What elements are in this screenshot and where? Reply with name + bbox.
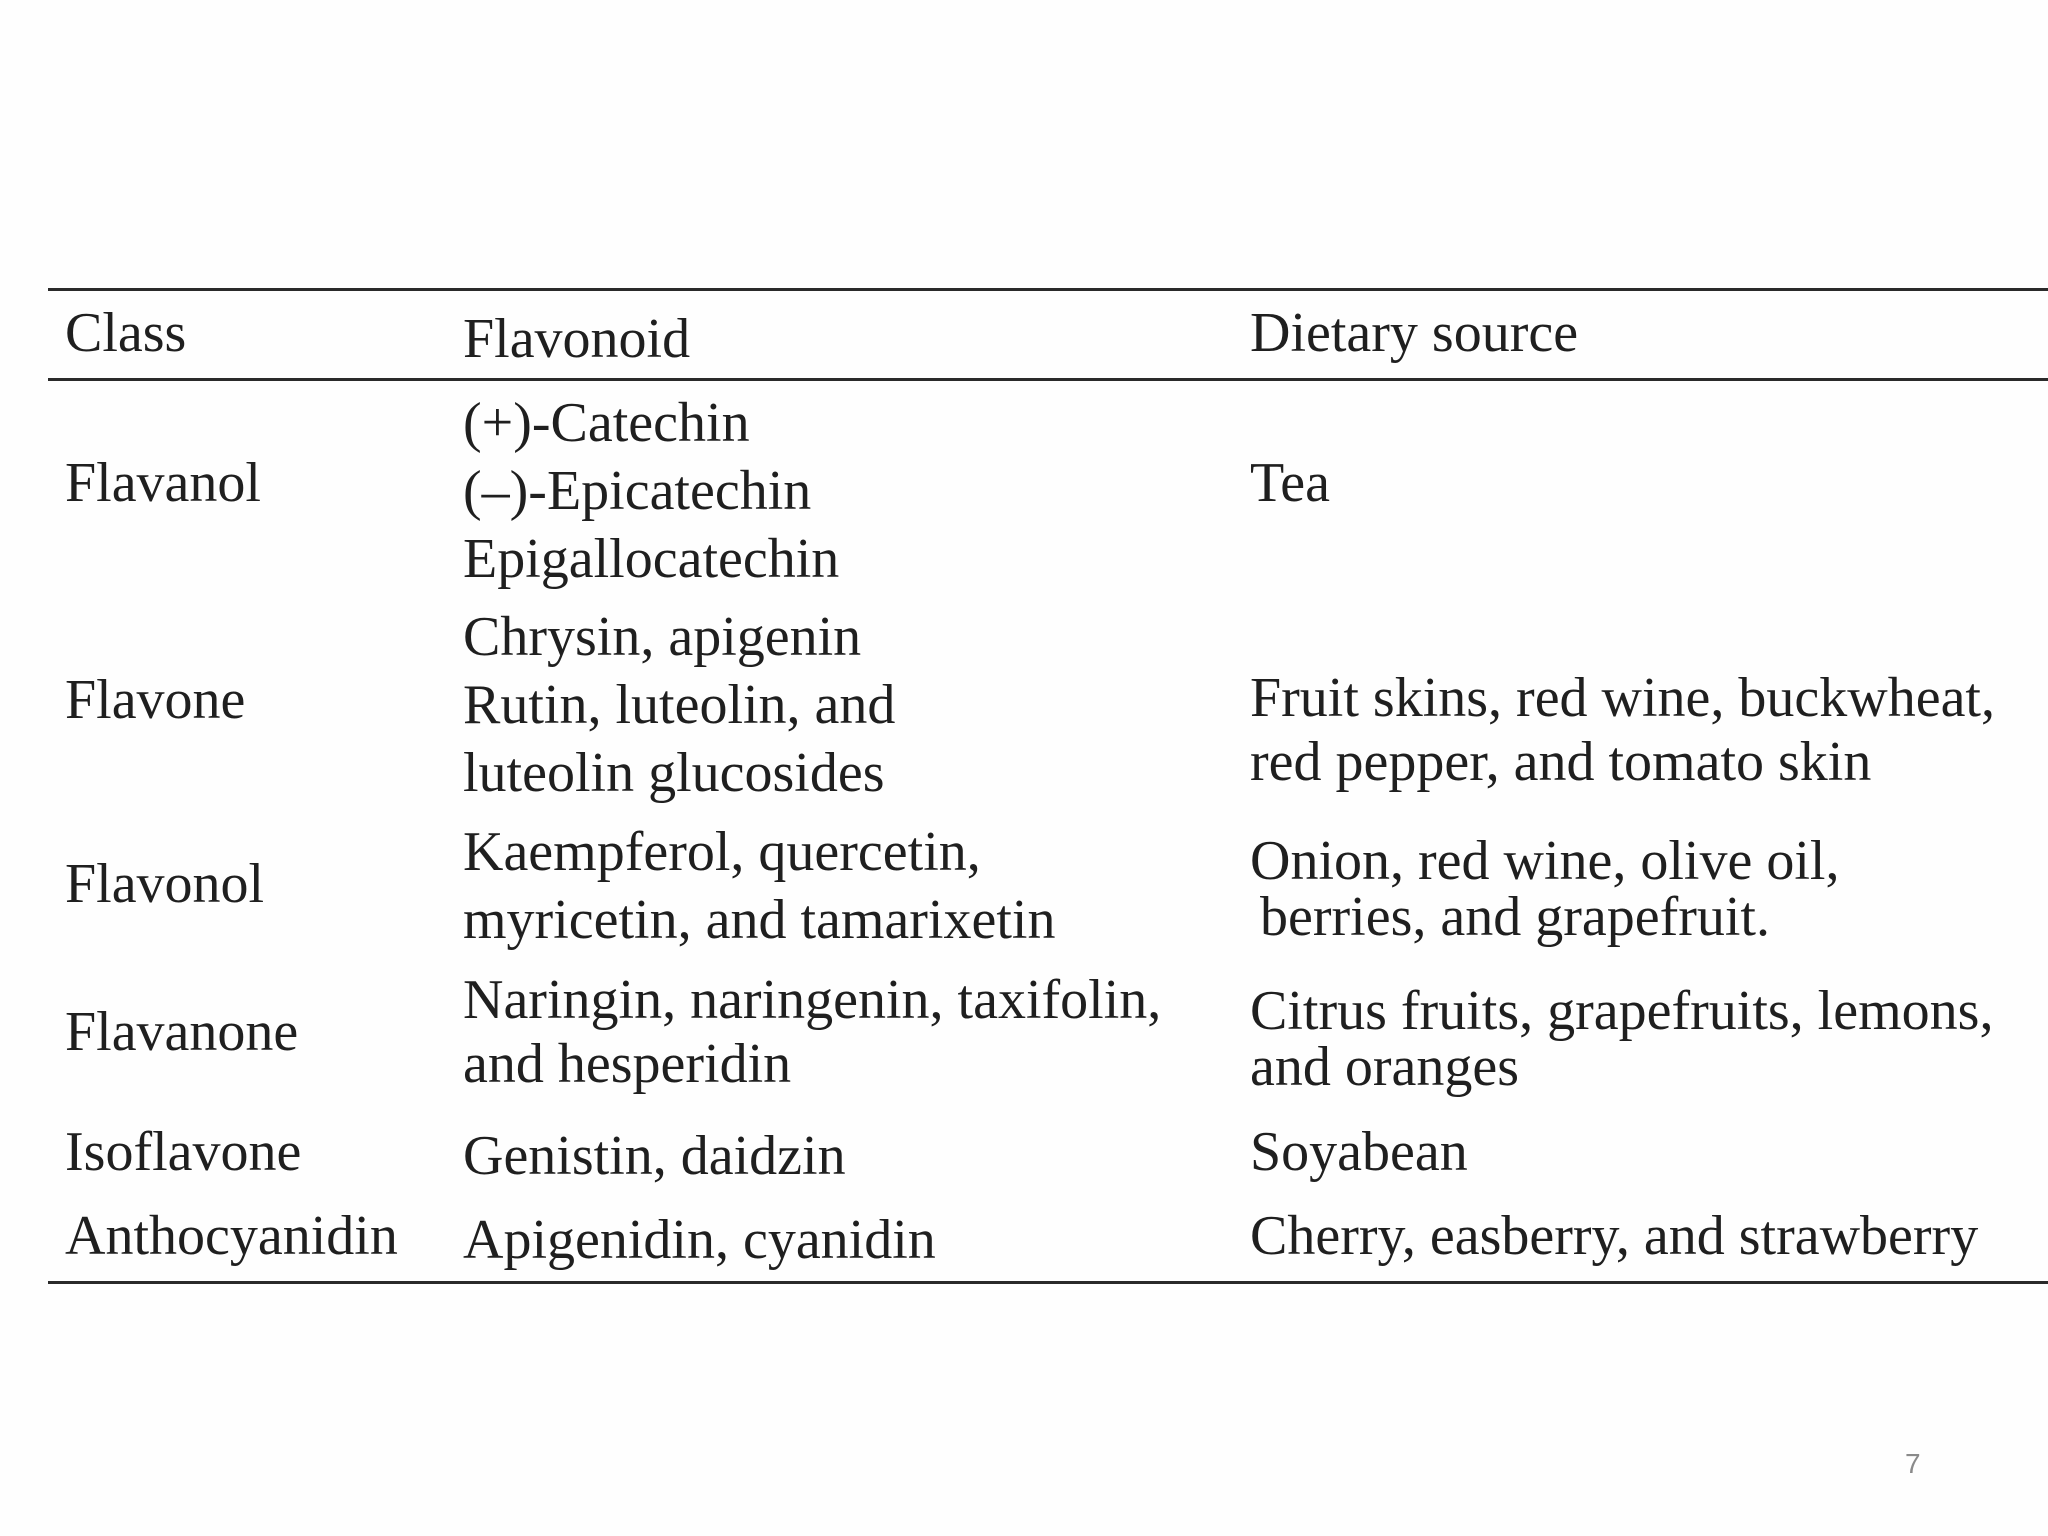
row-flavonol-class: Flavonol <box>65 853 265 915</box>
source-line: Fruit skins, red wine, buckwheat, <box>1250 667 1995 729</box>
source-line: Soyabean <box>1250 1121 1468 1183</box>
page-number: 7 <box>1905 1448 1921 1479</box>
row-flavanol-flavonoid <box>463 389 839 593</box>
flavonoid-line: Apigenidin, cyanidin <box>463 1209 936 1271</box>
source-line: Cherry, easberry, and strawberry <box>1250 1205 1979 1267</box>
source-line: Tea <box>1250 452 1331 514</box>
source-line: Onion, red wine, olive oil, <box>1250 830 1840 892</box>
row-flavone-class: Flavone <box>65 669 246 731</box>
flavonoid-line: Chrysin, apigenin <box>463 606 862 668</box>
row-flavanone-flavonoid <box>463 968 1161 1096</box>
row-isoflavone-flavonoid <box>463 1122 846 1190</box>
source-line: Citrus fruits, grapefruits, lemons, <box>1250 980 1994 1042</box>
table-bottom-rule <box>48 1281 2048 1284</box>
flavonoid-line: Kaempferol, quercetin, <box>463 821 981 883</box>
flavonoid-line: luteolin glucosides <box>463 742 885 804</box>
flavonoid-line: (+)-Catechin <box>463 392 750 454</box>
row-flavonol-flavonoid <box>463 818 1055 954</box>
row-anthocyanidin-source <box>1250 1202 1978 1270</box>
flavonoid-line: Rutin, luteolin, and <box>463 674 896 736</box>
row-flavone-flavonoid <box>463 603 895 807</box>
flavonoid-line: and hesperidin <box>463 1033 792 1095</box>
row-flavonol-source <box>1250 830 1840 948</box>
source-line: and oranges <box>1250 1036 1520 1098</box>
row-flavone-source <box>1250 666 1995 794</box>
table-top-rule <box>48 288 2048 291</box>
row-flavanone-source <box>1250 980 1994 1098</box>
header-dietary-source: Dietary source <box>1250 302 1579 364</box>
table-header-rule <box>48 378 2048 381</box>
flavonoid-line: myricetin, and tamarixetin <box>463 889 1056 951</box>
row-isoflavone-class: Isoflavone <box>65 1121 302 1183</box>
row-flavanone-class: Flavanone <box>65 1001 299 1063</box>
row-anthocyanidin-flavonoid <box>463 1206 936 1274</box>
flavonoid-line: (–)-Epicatechin <box>463 460 812 522</box>
row-isoflavone-source <box>1250 1118 1468 1186</box>
header-class: Class <box>65 302 187 364</box>
flavonoid-line: Naringin, naringenin, taxifolin, <box>463 969 1162 1031</box>
row-anthocyanidin-class: Anthocyanidin <box>65 1205 398 1267</box>
flavonoid-line: Genistin, daidzin <box>463 1125 846 1187</box>
header-flavonoid: Flavonoid <box>463 308 691 370</box>
flavonoid-line: Epigallocatechin <box>463 528 840 590</box>
source-line: red pepper, and tomato skin <box>1250 731 1872 793</box>
source-line: berries, and grapefruit. <box>1260 886 1770 948</box>
row-flavanol-source <box>1250 449 1330 517</box>
row-flavanol-class: Flavanol <box>65 452 261 514</box>
